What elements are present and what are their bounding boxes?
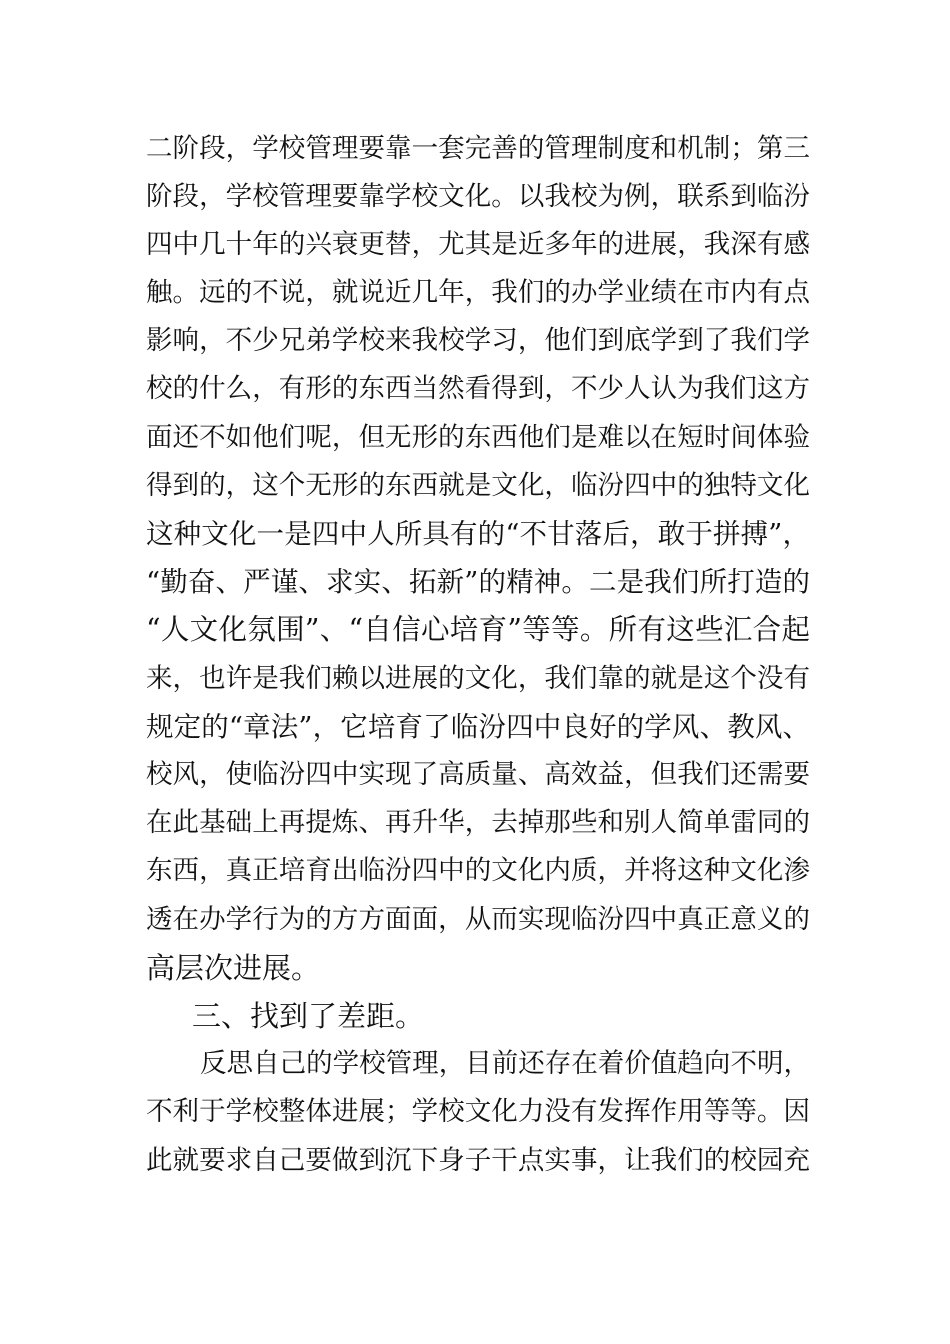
body-text-line: 在此基础上再提炼、再升华，去掉那些和别人简单雷同的 [146, 807, 810, 838]
body-text-line: 这种文化一是四中人所具有的“不甘落后，敢于拼搏”， [146, 518, 810, 550]
body-text-line: “人文化氛围”、“自信心培育”等等。所有这些汇合起 [146, 613, 810, 646]
body-text-line: 二阶段，学校管理要靠一套完善的管理制度和机制；第三 [146, 133, 810, 164]
body-text-line: 面还不如他们呢，但无形的东西他们是难以在短时间体验 [146, 422, 810, 453]
body-text-line: 此就要求自己要做到沉下身子干点实事，让我们的校园充 [146, 1145, 810, 1176]
body-text-line: 透在办学行为的方方面面，从而实现临汾四中真正意义的 [146, 904, 810, 935]
body-text-line: 来，也许是我们赖以进展的文化，我们靠的就是这个没有 [146, 663, 810, 694]
body-text-line: 东西，真正培育出临汾四中的文化内质，并将这种文化渗 [146, 855, 810, 886]
body-text-line: 触。远的不说，就说近几年，我们的办学业绩在市内有点 [146, 277, 810, 308]
body-text-line: 影响，不少兄弟学校来我校学习，他们到底学到了我们学 [146, 325, 810, 356]
body-text-line: 校的什么，有形的东西当然看得到，不少人认为我们这方 [146, 373, 810, 404]
body-text-line: 阶段，学校管理要靠学校文化。以我校为例，联系到临汾 [146, 181, 810, 212]
body-text-line: 规定的“章法”，它培育了临汾四中良好的学风、教风、 [146, 711, 810, 743]
body-text-line: 不利于学校整体进展；学校文化力没有发挥作用等等。因 [146, 1096, 810, 1127]
paragraph-first-line: 反思自己的学校管理，目前还存在着价值趋向不明， [200, 1048, 810, 1079]
body-text-line: 得到的，这个无形的东西就是文化，临汾四中的独特文化 [146, 470, 810, 501]
paragraph-end-line: 高层次进展。 [146, 951, 321, 985]
body-text-line: 校风，使临汾四中实现了高质量、高效益，但我们还需要 [146, 759, 810, 790]
section-heading: 三、找到了差距。 [192, 999, 425, 1033]
body-text-line: 四中几十年的兴衰更替，尤其是近多年的进展，我深有感 [146, 229, 810, 260]
body-text-line: “勤奋、严谨、求实、拓新”的精神。二是我们所打造的 [146, 566, 810, 598]
